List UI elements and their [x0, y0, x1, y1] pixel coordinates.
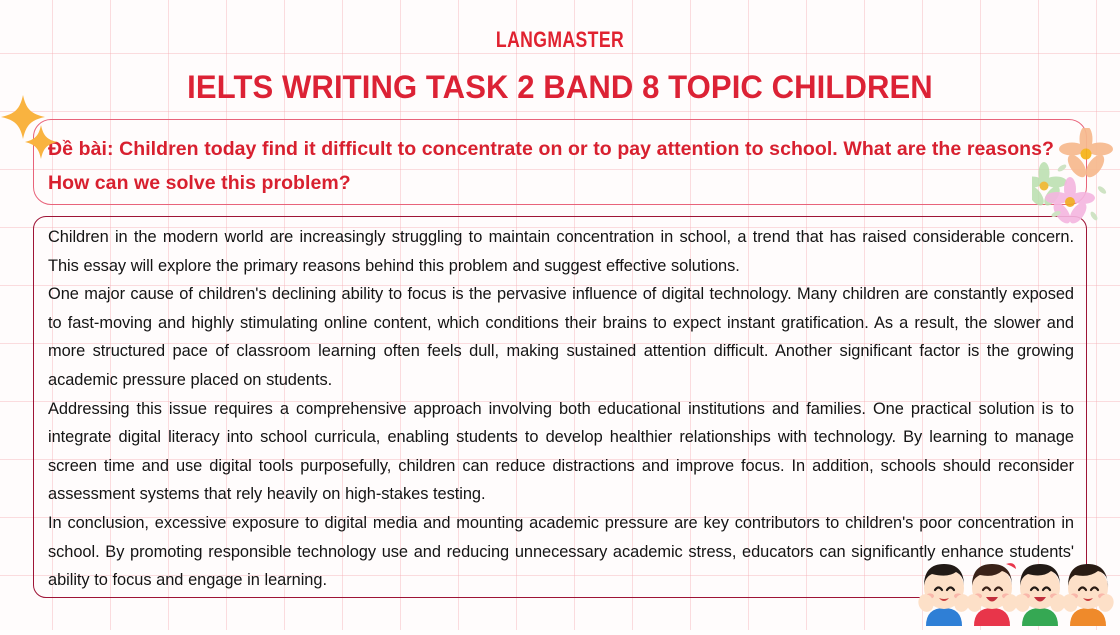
essay-body — [48, 223, 1074, 595]
flower-decoration-group — [1032, 128, 1120, 228]
essay-paragraph: One major cause of children's declining ability to focus is the pervasive influence of digital technology. Many children are constantly exposed to fast-moving and highly stimulating online content, which conditions their brains to expect instant gratification. As a result, the slower and more structured pace of classroom learning often feels dull, making sustained attention difficult. Another significant factor is the growing academic pressure placed on students. — [48, 285, 1074, 389]
child-icon — [1060, 564, 1114, 626]
page-title: IELTS WRITING TASK 2 BAND 8 TOPIC CHILDREN — [187, 69, 933, 105]
essay-paragraph: Children in the modern world are increasingly struggling to maintain concentration in school, a trend that has raised considerable concern. This essay will explore the primary reasons behind this problem and suggest effective solutions. — [48, 228, 1074, 275]
langmaster-logo: LANGMASTER — [495, 27, 625, 52]
essay-paragraph: Addressing this issue requires a comprehensive approach involving both educational institutions and families. One practical solution is to integrate digital literacy into school curricula, enabling students to develop healthier relationships with technology. By learning to manage screen time and use digital tools purposefully, children can reduce distractions and improve focus. In addition, schools should reconsider assessment systems that rely heavily on high-stakes testing. — [48, 399, 1074, 504]
child-icon — [964, 563, 1020, 626]
sparkle-star-icon — [24, 124, 58, 165]
four-children-illustration — [918, 558, 1114, 630]
essay-box — [33, 216, 1087, 598]
child-icon — [1012, 564, 1068, 626]
flower-orange-icon — [1059, 128, 1113, 180]
essay-paragraph: In conclusion, excessive exposure to digital media and mounting academic pressure are key contributors to children's poor concentration in school. By promoting responsible technology use and reducing unnecessary academic stress, educators can significantly enhance students' ability to focus and engage in learning. — [48, 513, 1074, 590]
prompt-box — [33, 119, 1087, 205]
child-icon — [918, 564, 972, 626]
prompt-text: Đề bài: Children today find it difficult to concentrate on or to pay attention to school. What are the reasons? How can we solve this problem? — [48, 138, 1054, 194]
